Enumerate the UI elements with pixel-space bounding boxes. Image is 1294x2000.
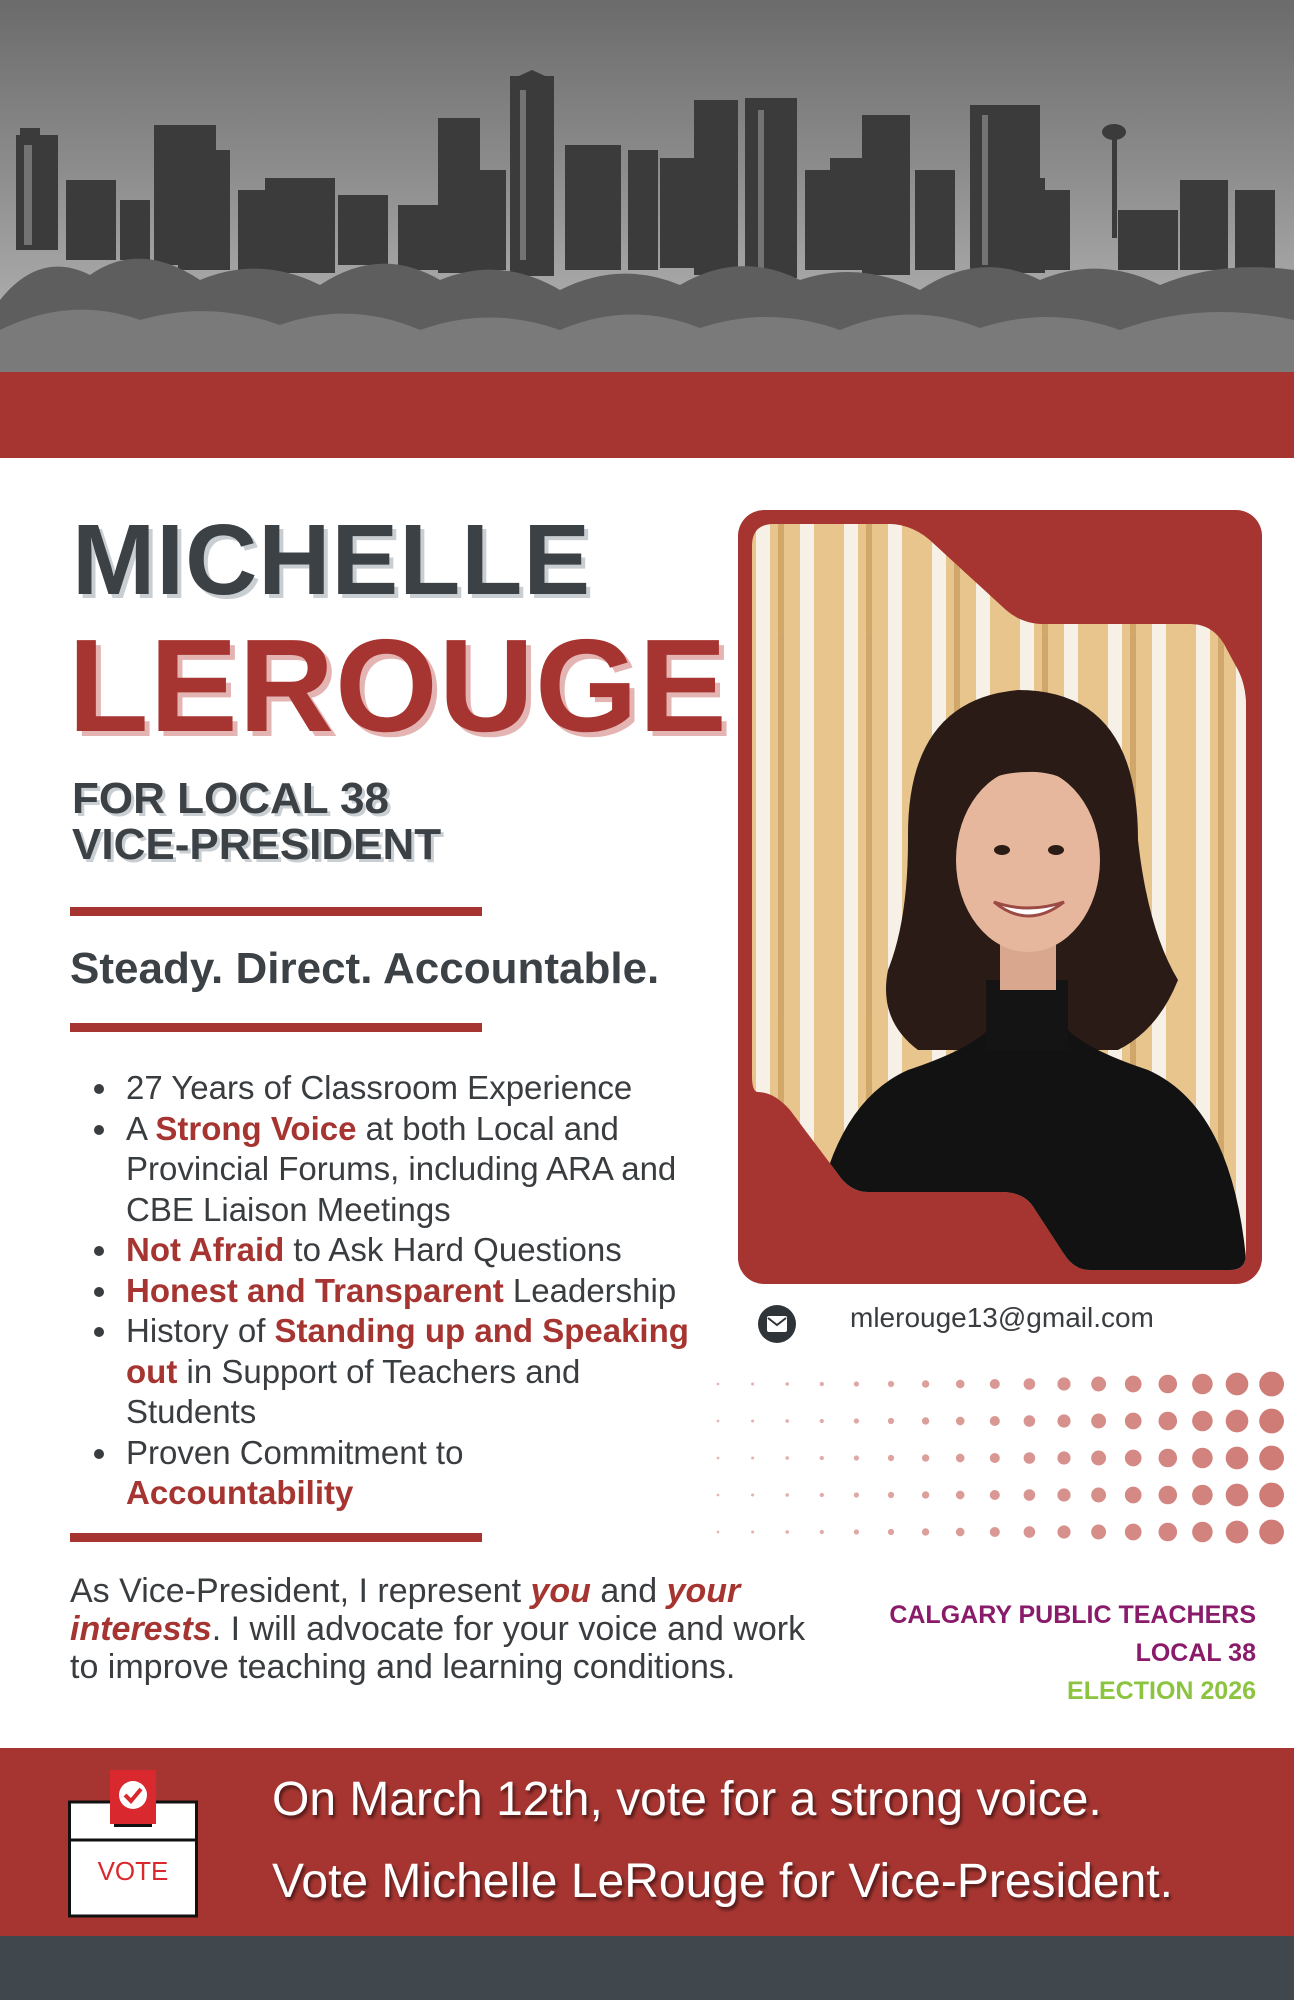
- highlighted-text: Not Afraid: [126, 1231, 285, 1268]
- qualification-item: [92, 1271, 692, 1312]
- pattern-dot: [1057, 1488, 1070, 1501]
- item-text: Proven Commitment to: [126, 1433, 464, 1471]
- pattern-dot: [1226, 1410, 1249, 1433]
- pattern-dot: [1091, 1414, 1106, 1429]
- pattern-dot: [785, 1493, 789, 1497]
- ballot-box-icon: [68, 1762, 198, 1923]
- ballot-label: VOTE: [97, 1856, 169, 1886]
- pattern-dot: [1024, 1489, 1036, 1501]
- pattern-dot: [956, 1417, 965, 1426]
- candidate-first-name: MICHELLE: [72, 504, 592, 616]
- candidate-statement: [70, 1572, 810, 1686]
- pattern-dot: [717, 1457, 720, 1460]
- pattern-dot: [1125, 1413, 1142, 1430]
- pattern-dot: [956, 1491, 965, 1500]
- pattern-dot: [888, 1418, 894, 1424]
- pattern-dot: [990, 1379, 1000, 1389]
- pattern-dot: [888, 1381, 894, 1387]
- divider-rule: [70, 907, 482, 916]
- pattern-dot: [1091, 1377, 1106, 1392]
- pattern-dot: [820, 1493, 824, 1497]
- pattern-dot: [956, 1528, 965, 1537]
- item-text: A: [126, 1109, 156, 1147]
- candidate-photo: [738, 510, 1262, 1284]
- campaign-tagline: Steady. Direct. Accountable.: [70, 944, 660, 993]
- pattern-dot: [1192, 1411, 1213, 1432]
- pattern-dot: [1159, 1412, 1178, 1431]
- pattern-dot: [854, 1492, 859, 1497]
- divider-rule: [70, 1023, 482, 1032]
- pattern-dot: [888, 1455, 894, 1461]
- pattern-dot: [922, 1380, 929, 1387]
- pattern-dot: [820, 1530, 824, 1534]
- pattern-dot: [1226, 1521, 1249, 1544]
- pattern-dot: [990, 1527, 1000, 1537]
- pattern-dot: [888, 1492, 894, 1498]
- pattern-dot: [820, 1382, 824, 1386]
- organization-block: [889, 1596, 1256, 1710]
- pattern-dot: [1024, 1452, 1036, 1464]
- pattern-dot: [1125, 1524, 1142, 1541]
- pattern-dot: [990, 1416, 1000, 1426]
- pattern-dot: [785, 1456, 789, 1460]
- item-text: Leadership: [503, 1271, 677, 1309]
- pattern-dot: [717, 1420, 720, 1423]
- statement-emphasis: you: [530, 1572, 591, 1610]
- pattern-dot: [1024, 1526, 1036, 1538]
- item-text: at both Local and Provincial Forums, including ARA and CBE Liaison Meetings: [126, 1109, 677, 1228]
- pattern-dot: [820, 1419, 824, 1423]
- pattern-dot: [717, 1494, 720, 1497]
- city-skyline-image: [0, 0, 1294, 372]
- pattern-dot: [717, 1383, 720, 1386]
- pattern-dot: [888, 1529, 894, 1535]
- pattern-dot: [1159, 1486, 1178, 1505]
- qualification-item: [92, 1109, 692, 1231]
- pattern-dot: [785, 1419, 789, 1423]
- item-text: in Support of Teachers and Students: [126, 1352, 581, 1430]
- pattern-dot: [1259, 1409, 1284, 1434]
- qualification-item: [92, 1433, 692, 1514]
- footer-bottom-bar: [0, 1936, 1294, 2000]
- pattern-dot: [922, 1491, 929, 1498]
- candidate-last-name: LEROUGE: [68, 612, 728, 759]
- statement-text: . I will advocate for your voice and work to improve teaching and learning conditions.: [70, 1610, 806, 1686]
- pattern-dot: [854, 1418, 859, 1423]
- position-line-1: FOR LOCAL 38: [72, 774, 390, 823]
- pattern-dot: [854, 1529, 859, 1534]
- pattern-dot: [1259, 1520, 1284, 1545]
- footer-call-to-action: On March 12th, vote for a strong voice.: [272, 1773, 1102, 1826]
- header-color-band: [0, 372, 1294, 458]
- pattern-dot: [1259, 1372, 1284, 1397]
- pattern-dot: [785, 1530, 789, 1534]
- pattern-dot: [1125, 1376, 1142, 1393]
- pattern-dot: [1259, 1483, 1284, 1508]
- qualification-item: [92, 1068, 692, 1109]
- divider-rule: [70, 1533, 482, 1542]
- qualification-item: [92, 1311, 692, 1433]
- pattern-dot: [1159, 1375, 1178, 1394]
- pattern-dot: [1091, 1451, 1106, 1466]
- pattern-dot: [990, 1490, 1000, 1500]
- pattern-dot: [1159, 1449, 1178, 1468]
- pattern-dot: [956, 1454, 965, 1463]
- pattern-dot: [854, 1381, 859, 1386]
- statement-text: and: [590, 1572, 667, 1610]
- pattern-dot: [1192, 1374, 1213, 1395]
- pattern-dot: [1125, 1450, 1142, 1467]
- pattern-dot: [922, 1417, 929, 1424]
- item-text: to Ask Hard Questions: [284, 1231, 622, 1268]
- position-line-2: VICE-PRESIDENT: [72, 820, 442, 870]
- pattern-dot: [1226, 1484, 1249, 1507]
- pattern-dot: [1057, 1377, 1070, 1390]
- pattern-dot: [1091, 1525, 1106, 1540]
- statement-text: As Vice-President, I represent: [70, 1572, 531, 1610]
- pattern-dot: [751, 1530, 754, 1533]
- pattern-dot: [785, 1382, 789, 1386]
- pattern-dot: [922, 1454, 929, 1461]
- pattern-dot: [1226, 1373, 1249, 1396]
- pattern-dot: [820, 1456, 824, 1460]
- pattern-dot: [1259, 1446, 1284, 1471]
- pattern-dot: [990, 1453, 1000, 1463]
- pattern-dot: [751, 1456, 754, 1459]
- pattern-dot: [922, 1528, 929, 1535]
- qualification-item: [92, 1230, 692, 1271]
- item-text: History of: [126, 1312, 275, 1349]
- pattern-dot: [751, 1493, 754, 1496]
- position-title: [72, 776, 592, 868]
- candidate-photo-card: [738, 510, 1262, 1284]
- envelope-icon: [758, 1305, 796, 1343]
- pattern-dot: [1057, 1451, 1070, 1464]
- pattern-dot: [751, 1419, 754, 1422]
- pattern-dot: [717, 1531, 720, 1534]
- pattern-dot: [1226, 1447, 1249, 1470]
- pattern-dot: [1192, 1485, 1213, 1506]
- contact-email[interactable]: mlerouge13@gmail.com: [850, 1302, 1154, 1333]
- pattern-dot: [1024, 1415, 1036, 1427]
- statement-emphasis: your interests: [70, 1572, 741, 1648]
- pattern-dot: [1159, 1523, 1178, 1542]
- pattern-dot: [751, 1382, 754, 1385]
- qualifications-list: [92, 1068, 692, 1514]
- election-year: ELECTION 2026: [1067, 1677, 1256, 1705]
- pattern-dot: [1192, 1448, 1213, 1469]
- footer-vote-message: Vote Michelle LeRouge for Vice-President.: [272, 1855, 1173, 1908]
- decorative-dot-pattern: [700, 1362, 1294, 1552]
- pattern-dot: [1125, 1487, 1142, 1504]
- highlighted-text: Honest and Transparent: [126, 1271, 504, 1309]
- organization-name: CALGARY PUBLIC TEACHERS: [889, 1601, 1256, 1629]
- pattern-dot: [956, 1380, 965, 1389]
- organization-local: LOCAL 38: [1135, 1639, 1256, 1667]
- highlighted-text: Strong Voice: [155, 1109, 357, 1147]
- pattern-dot: [854, 1455, 859, 1460]
- pattern-dot: [1091, 1488, 1106, 1503]
- pattern-dot: [1057, 1414, 1070, 1427]
- highlighted-text: Accountability: [126, 1474, 354, 1511]
- highlighted-text: Standing up and Speaking out: [126, 1312, 689, 1390]
- pattern-dot: [1024, 1378, 1036, 1390]
- pattern-dot: [1192, 1522, 1213, 1543]
- item-text: 27 Years of Classroom Experience: [126, 1069, 633, 1106]
- pattern-dot: [1057, 1525, 1070, 1538]
